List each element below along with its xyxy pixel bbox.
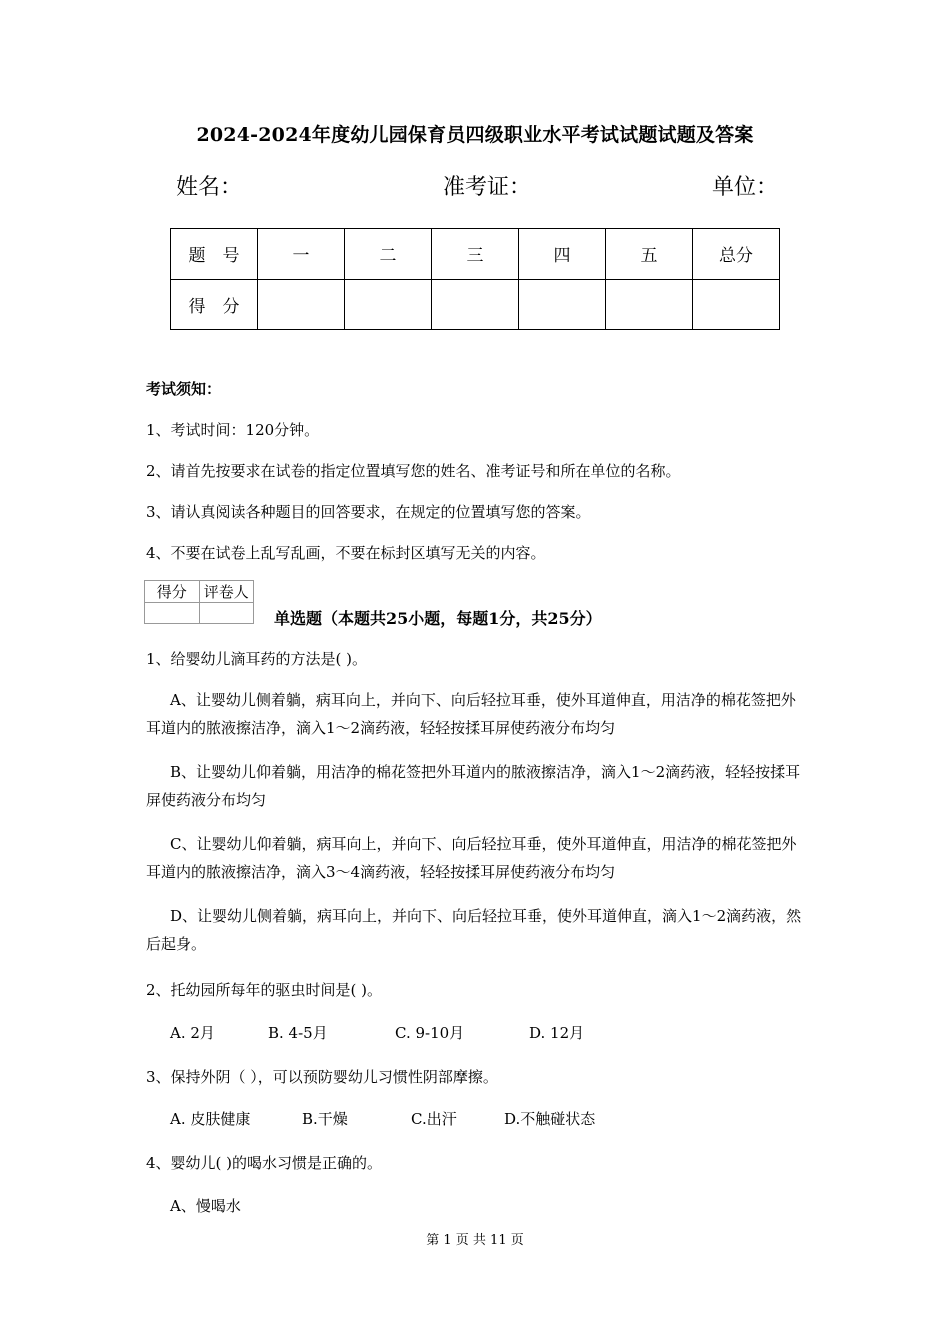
notice-item-2: 2、请首先按要求在试卷的指定位置填写您的姓名、准考证号和所在单位的名称。 <box>146 462 681 480</box>
notice-item-1: 1、考试时间：120分钟。 <box>146 421 320 439</box>
score-input-4[interactable] <box>519 279 606 330</box>
notice-heading: 考试须知： <box>146 380 222 398</box>
score-input-3[interactable] <box>432 279 519 330</box>
score-table <box>170 228 780 330</box>
question-1-option-c: C、让婴幼儿仰着躺，病耳向上，并向下、向后轻拉耳垂，使外耳道伸直，用洁净的棉花签把外耳道内的脓液擦洁净，滴入3～4滴药液，轻轻按揉耳屏使药液分布均匀 <box>146 835 797 881</box>
grader-box <box>144 580 254 624</box>
grader-score-label: 得分 <box>145 581 200 603</box>
question-3-option-a: A. 皮肤健康 <box>170 1110 251 1128</box>
question-3-option-b: B.干燥 <box>302 1110 348 1128</box>
score-input-total[interactable] <box>693 279 780 330</box>
question-2-option-c: C. 9-10月 <box>395 1024 465 1042</box>
score-cell-label: 题 号 <box>171 229 258 280</box>
question-3-option-c: C.出汗 <box>411 1110 457 1128</box>
question-2-option-b: B. 4-5月 <box>268 1024 328 1042</box>
score-cell-3: 三 <box>432 229 519 280</box>
grader-score-field[interactable] <box>145 603 200 624</box>
exam-number-label: 准考证： <box>443 175 532 200</box>
question-2-option-d: D. 12月 <box>529 1024 585 1042</box>
grader-name-label: 评卷人 <box>199 581 254 603</box>
question-3-stem: 3、保持外阴（ ），可以预防婴幼儿习惯性阴部摩擦。 <box>146 1068 498 1086</box>
score-input-1[interactable] <box>258 279 345 330</box>
page-title: 2024-2024年度幼儿园保育员四级职业水平考试试题试题及答案 <box>196 124 754 146</box>
notice-item-4: 4、不要在试卷上乱写乱画，不要在标封区填写无关的内容。 <box>146 544 546 562</box>
score-input-5[interactable] <box>606 279 693 330</box>
name-label: 姓名： <box>176 175 243 200</box>
question-1-option-b: B、让婴幼儿仰着躺，用洁净的棉花签把外耳道内的脓液擦洁净，滴入1～2滴药液，轻轻按揉耳屏使药液分布均匀 <box>146 763 801 809</box>
score-table-header-row <box>171 229 780 280</box>
unit-label: 单位： <box>712 175 779 200</box>
section-title: 单选题（本题共25小题，每题1分，共25分） <box>274 609 602 628</box>
notice-item-3: 3、请认真阅读各种题目的回答要求，在规定的位置填写您的答案。 <box>146 503 591 521</box>
grader-name-field[interactable] <box>199 603 254 624</box>
score-row-label: 得 分 <box>171 279 258 330</box>
score-cell-4: 四 <box>519 229 606 280</box>
score-cell-2: 二 <box>345 229 432 280</box>
question-1-option-a: A、让婴幼儿侧着躺，病耳向上，并向下、向后轻拉耳垂，使外耳道伸直，用洁净的棉花签把外耳道内的脓液擦洁净，滴入1～2滴药液，轻轻按揉耳屏使药液分布均匀 <box>146 691 796 737</box>
score-cell-1: 一 <box>258 229 345 280</box>
question-4-stem: 4、婴幼儿( )的喝水习惯是正确的。 <box>146 1154 383 1172</box>
question-3-option-d: D.不触碰状态 <box>504 1110 596 1128</box>
page-footer: 第 1 页 共 11 页 <box>426 1233 524 1248</box>
score-table-score-row <box>171 279 780 330</box>
score-cell-total: 总分 <box>693 229 780 280</box>
question-2-stem: 2、托幼园所每年的驱虫时间是( )。 <box>146 981 383 999</box>
question-1-stem: 1、给婴幼儿滴耳药的方法是( )。 <box>146 650 368 668</box>
question-1-option-d: D、让婴幼儿侧着躺，病耳向上，并向下、向后轻拉耳垂，使外耳道伸直，滴入1～2滴药液，然后起身。 <box>146 907 802 953</box>
question-2-option-a: A. 2月 <box>170 1024 215 1042</box>
question-4-option-a: A、慢喝水 <box>170 1197 241 1215</box>
score-cell-5: 五 <box>606 229 693 280</box>
score-input-2[interactable] <box>345 279 432 330</box>
